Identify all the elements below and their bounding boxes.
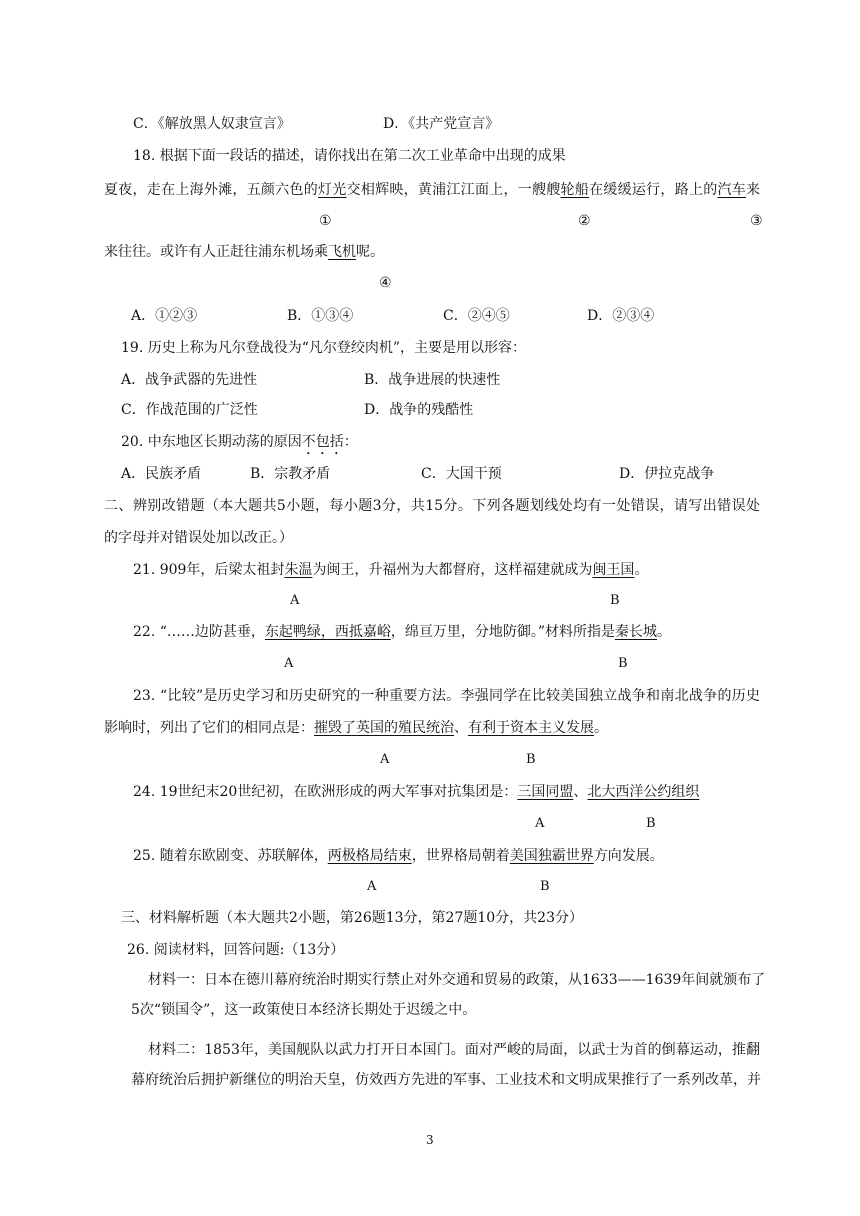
section2-heading-line2: 的字母并对错误处加以改正。）: [104, 530, 293, 546]
q25-text: 25. 随着东欧剧变、苏联解体，两极格局结束，世界格局朝着美国独霸世界方向发展。: [133, 848, 664, 864]
q18-passage-line2: 来往往。或许有人正赶往浦东机场乘飞机呢。: [104, 244, 384, 260]
q19-option-c: C．作战范围的广泛性: [121, 402, 258, 418]
q20-option-c: C．大国干预: [421, 466, 502, 482]
q23-marker-b: B: [526, 752, 536, 767]
q24-marker-b: B: [646, 816, 656, 831]
page-number: 3: [426, 1133, 434, 1147]
q18-stem: 18. 根据下面一段话的描述，请你找出在第二次工业革命中出现的成果: [133, 148, 566, 164]
underline-ships: 轮船: [560, 182, 590, 198]
q21-marker-b: B: [610, 593, 620, 608]
q25-marker-b: B: [540, 879, 550, 894]
q18-option-a: A．①②③: [131, 308, 198, 324]
q21-marker-a: A: [290, 593, 300, 608]
q18-option-d: D．②③④: [587, 308, 655, 324]
q19-option-a: A．战争武器的先进性: [121, 372, 258, 388]
q23-line2: 影响时，列出了它们的相同点是：摧毁了英国的殖民统治、有利于资本主义发展。: [104, 720, 608, 736]
marker-2: ②: [578, 213, 591, 229]
q26-material1-line2: 5次“锁国令”，这一政策使日本经济长期处于迟缓之中。: [131, 1002, 477, 1018]
q23-line1: 23. “比较”是历史学习和历史研究的一种重要方法。李强同学在比较美国独立战争和南北战争的历史: [133, 688, 760, 704]
underline-cars: 汽车: [717, 182, 747, 198]
q20-option-b: B．宗教矛盾: [250, 466, 331, 482]
underline-lights: 灯光: [318, 182, 347, 198]
q18-passage-line1: 夏夜，走在上海外滩，五颜六色的灯光交相辉映，黄浦江江面上，一艘艘轮船在缓缓运行，路上的汽车来: [104, 182, 761, 198]
q20-option-a: A．民族矛盾: [121, 466, 202, 482]
underline-plane: 飞机: [328, 244, 356, 260]
q23-underline-a: 摧毁了英国的殖民统治: [314, 720, 454, 736]
q25-underline-a: 两极格局结束: [327, 848, 412, 864]
q24-text: 24. 19世纪末20世纪初，在欧洲形成的两大军事对抗集团是：三国同盟、北大西洋公约组织: [133, 784, 700, 800]
q20-option-d: D．伊拉克战争: [619, 466, 715, 482]
q17-option-d: D．《共产党宣言》: [383, 116, 500, 132]
q24-underline-a: 三国同盟: [517, 784, 574, 800]
q24-marker-a: A: [535, 816, 545, 831]
q22-underline-b: 秦长城: [615, 624, 658, 640]
q23-marker-a: A: [380, 752, 390, 767]
q22-marker-b: B: [618, 656, 628, 671]
section2-heading-line1: 二、辨别改错题（本大题共5小题，每小题3分，共15分。下列各题划线处均有一处错误，请写出错误处: [104, 498, 760, 514]
q19-option-b: B．战争进展的快速性: [364, 372, 501, 388]
q21-underline-a: 朱温: [284, 562, 313, 578]
marker-4: ④: [379, 275, 392, 291]
section3-heading: 三、材料解析题（本大题共2小题，第26题13分，第27题10分，共23分）: [121, 910, 583, 926]
q25-underline-b: 美国独霸世界: [509, 848, 594, 864]
q26-stem: 26. 阅读材料，回答问题:（13分）: [127, 942, 345, 958]
q19-stem: 19. 历史上称为凡尔登战役为“凡尔登绞肉机”，主要是用以形容：: [121, 340, 527, 356]
q26-material2-line1: 材料二：1853年，美国舰队以武力打开日本国门。面对严峻的局面，以武士为首的倒幕运动，推翻: [148, 1042, 760, 1058]
q19-option-d: D．战争的残酷性: [364, 402, 474, 418]
emphasis-not-included: 不包括: [301, 434, 344, 450]
q20-stem: 20. 中东地区长期动荡的原因不包括：: [121, 434, 358, 450]
q26-material1-line1: 材料一：日本在德川幕府统治时期实行禁止对外交通和贸易的政策，从1633——1639年间就颁布了: [148, 972, 766, 988]
q21-underline-b: 闽王国: [592, 562, 635, 578]
marker-3: ③: [750, 213, 763, 229]
q26-material2-line2: 幕府统治后拥护新继位的明治天皇，仿效西方先进的军事、工业技术和文明成果推行了一系列改革，并: [131, 1072, 761, 1088]
q18-option-c: C．②④⑤: [443, 308, 510, 324]
q21-text: 21. 909年，后梁太祖封朱温为闽王，升福州为大都督府，这样福建就成为闽王国。: [133, 562, 649, 578]
q17-option-c: C．《解放黑人奴隶宣言》: [133, 116, 291, 132]
q22-marker-a: A: [284, 656, 294, 671]
q22-text: 22. “……边防甚垂，东起鸭绿，西抵嘉峪，绵亘万里，分地防御。”材料所指是秦长城。: [133, 624, 672, 640]
q22-underline-a: 东起鸭绿，西抵嘉峪: [264, 624, 391, 640]
marker-1: ①: [319, 213, 332, 229]
q18-option-b: B．①③④: [287, 308, 354, 324]
q25-marker-a: A: [367, 879, 377, 894]
q23-underline-b: 有利于资本主义发展: [468, 720, 594, 736]
q24-underline-b: 北大西洋公约组织: [587, 784, 700, 800]
